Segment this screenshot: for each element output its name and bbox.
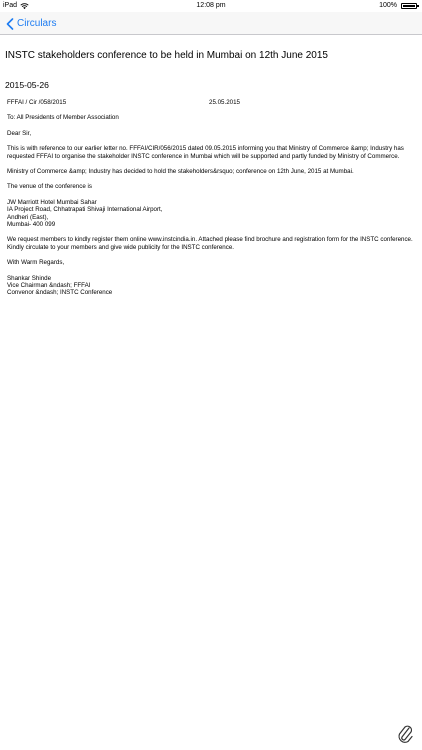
navigation-bar: [0, 12, 422, 35]
battery-icon: [401, 3, 417, 9]
carrier-label: iPad: [3, 2, 18, 9]
paragraph-decision: Ministry of Commerce &amp; Industry has decided to hold the stakeholders&rsquo; conference on 12th June, 2015 at Mumbai.: [7, 168, 354, 176]
venue-line: JW Marriott Hotel Mumbai Sahar: [7, 198, 97, 206]
battery-percentage: 100%: [379, 2, 397, 9]
venue-line: Andheri (East),: [7, 213, 49, 221]
circular-body: [7, 99, 415, 297]
reference-number: FFFAI / Cir /058/2015: [7, 99, 67, 106]
status-bar: [0, 0, 422, 12]
recipient-line: To: All Presidents of Member Association: [7, 114, 119, 122]
clock: 12:08 pm: [196, 2, 226, 9]
signature-line: Shankar Shinde: [7, 274, 52, 282]
venue-line: Mumbai- 400 099: [7, 221, 56, 229]
venue-intro: The venue of the conference is: [7, 183, 92, 191]
chevron-left-icon: [6, 18, 14, 30]
back-button-label: Circulars: [17, 18, 57, 29]
venue-line: IA Project Road, Chhatrapati Shivaji International Airport,: [7, 206, 163, 214]
paperclip-icon: [397, 724, 413, 744]
circular-date: 2015-05-26: [5, 80, 49, 90]
signature-line: Convenor &ndash; INSTC Conference: [7, 289, 113, 297]
circular-title: INSTC stakeholders conference to be held in Mumbai on 12th June 2015: [5, 50, 328, 61]
attachment-button[interactable]: [397, 724, 413, 744]
closing: With Warm Regards,: [7, 259, 65, 267]
reference-date: 25.05.2015: [209, 99, 240, 106]
paragraph-reference: This is with reference to our earlier letter no. FFFAI/CIR/056/2015 dated 09.05.2015 informing you that Ministry of Commerce &amp; Industry has requested FFFAI to organise the stakeholder INSTC conference in Mumbai which will be supported and partly funded by Ministry of Commerce.: [7, 145, 404, 160]
paragraph-registration: We request members to kindly register them online www.instcindia.in. Attached please find brochure and registration form for the INSTC conference. Kindly circulate to your members and give wide publicity for the INSTC conference.: [7, 236, 413, 251]
reference-row: [7, 99, 415, 106]
salutation: Dear Sir,: [7, 129, 32, 137]
back-button[interactable]: [6, 15, 56, 32]
signature-line: Vice Chairman &ndash; FFFAI: [7, 282, 91, 290]
